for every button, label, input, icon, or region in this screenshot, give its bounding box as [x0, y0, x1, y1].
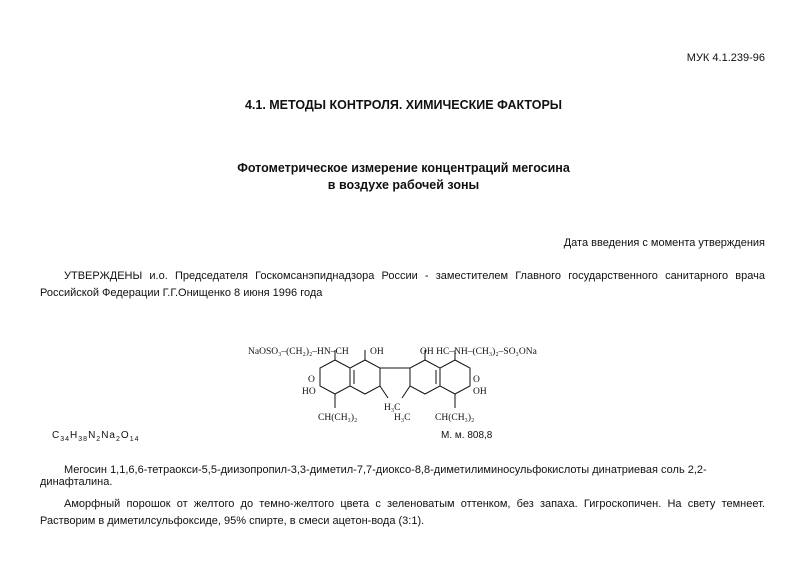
approval-text: и.о. Председателя Госкомсанэпиднадзора России - заместителем Главного государственного санитарного врача Российской Федерации Г.Г.Онищенко 8 июня 1996 года [40, 270, 765, 299]
title-line-1: Фотометрическое измерение концентраций мегосина [237, 161, 570, 175]
approval-paragraph [40, 268, 765, 302]
oxo-right: O [473, 375, 480, 385]
isopropyl-right: CH(CH₃)₂ [435, 413, 475, 423]
formula-element: O [120, 430, 130, 441]
hydroxy-left: HO [302, 387, 316, 397]
structural-formula-drawing [240, 336, 580, 436]
formula-count: 38 [78, 436, 89, 443]
approval-word: УТВЕРЖДЕНЫ [64, 270, 143, 282]
title-line-2: в воздухе рабочей зоны [327, 178, 480, 192]
formula-count: 2 [96, 436, 102, 443]
formula-element: Na [101, 430, 116, 441]
methyl-right: H₃C [394, 413, 411, 423]
effective-date: Дата введения с момента утверждения [563, 237, 765, 249]
formula-element: C [52, 430, 61, 441]
hydroxy-right: OH [473, 387, 487, 397]
formula-count: 2 [116, 436, 121, 443]
physical-properties: Аморфный порошок от желтого до темно-желтого цвета с зеленоватым оттенком, без запаха. Гигроскопичен. На свету темнеет. Растворим в диметилсульфоксиде, 95% спирте, в смеси ацетон-вода (3:1). [40, 498, 765, 527]
structural-formula [240, 336, 580, 436]
compound-description: Мегосин 1,1,6,6-тетраокси-5,5-диизопропил-3,3-диметил-7,7-диоксо-8,8-диметилиминосульфокислоты динатриевая соль 2,2-динафталина. [40, 464, 707, 488]
section-title: 4.1. МЕТОДЫ КОНТРОЛЯ. ХИМИЧЕСКИЕ ФАКТОРЫ [244, 98, 563, 112]
document-id: МУК 4.1.239-96 [686, 52, 765, 64]
oxo-left: O [308, 375, 315, 385]
left-side-chain: NaOSO₃–(CH₂)₂–HN–CH [248, 347, 349, 357]
formula-count: 34 [60, 436, 71, 443]
formula-element: N [88, 430, 97, 441]
formula-element: H [70, 430, 79, 441]
formula-count: 14 [129, 436, 140, 443]
hydroxy-left-top: OH [370, 347, 384, 357]
molar-mass: М. м. 808,8 [441, 430, 493, 441]
document-title [0, 160, 807, 194]
methyl-left: H₃C [384, 403, 401, 413]
right-side-chain: OH HC–NH–(CH₃)₂–SO₃ONa [420, 347, 537, 357]
molecular-formula [52, 430, 139, 443]
isopropyl-left: CH(CH₃)₂ [318, 413, 358, 423]
